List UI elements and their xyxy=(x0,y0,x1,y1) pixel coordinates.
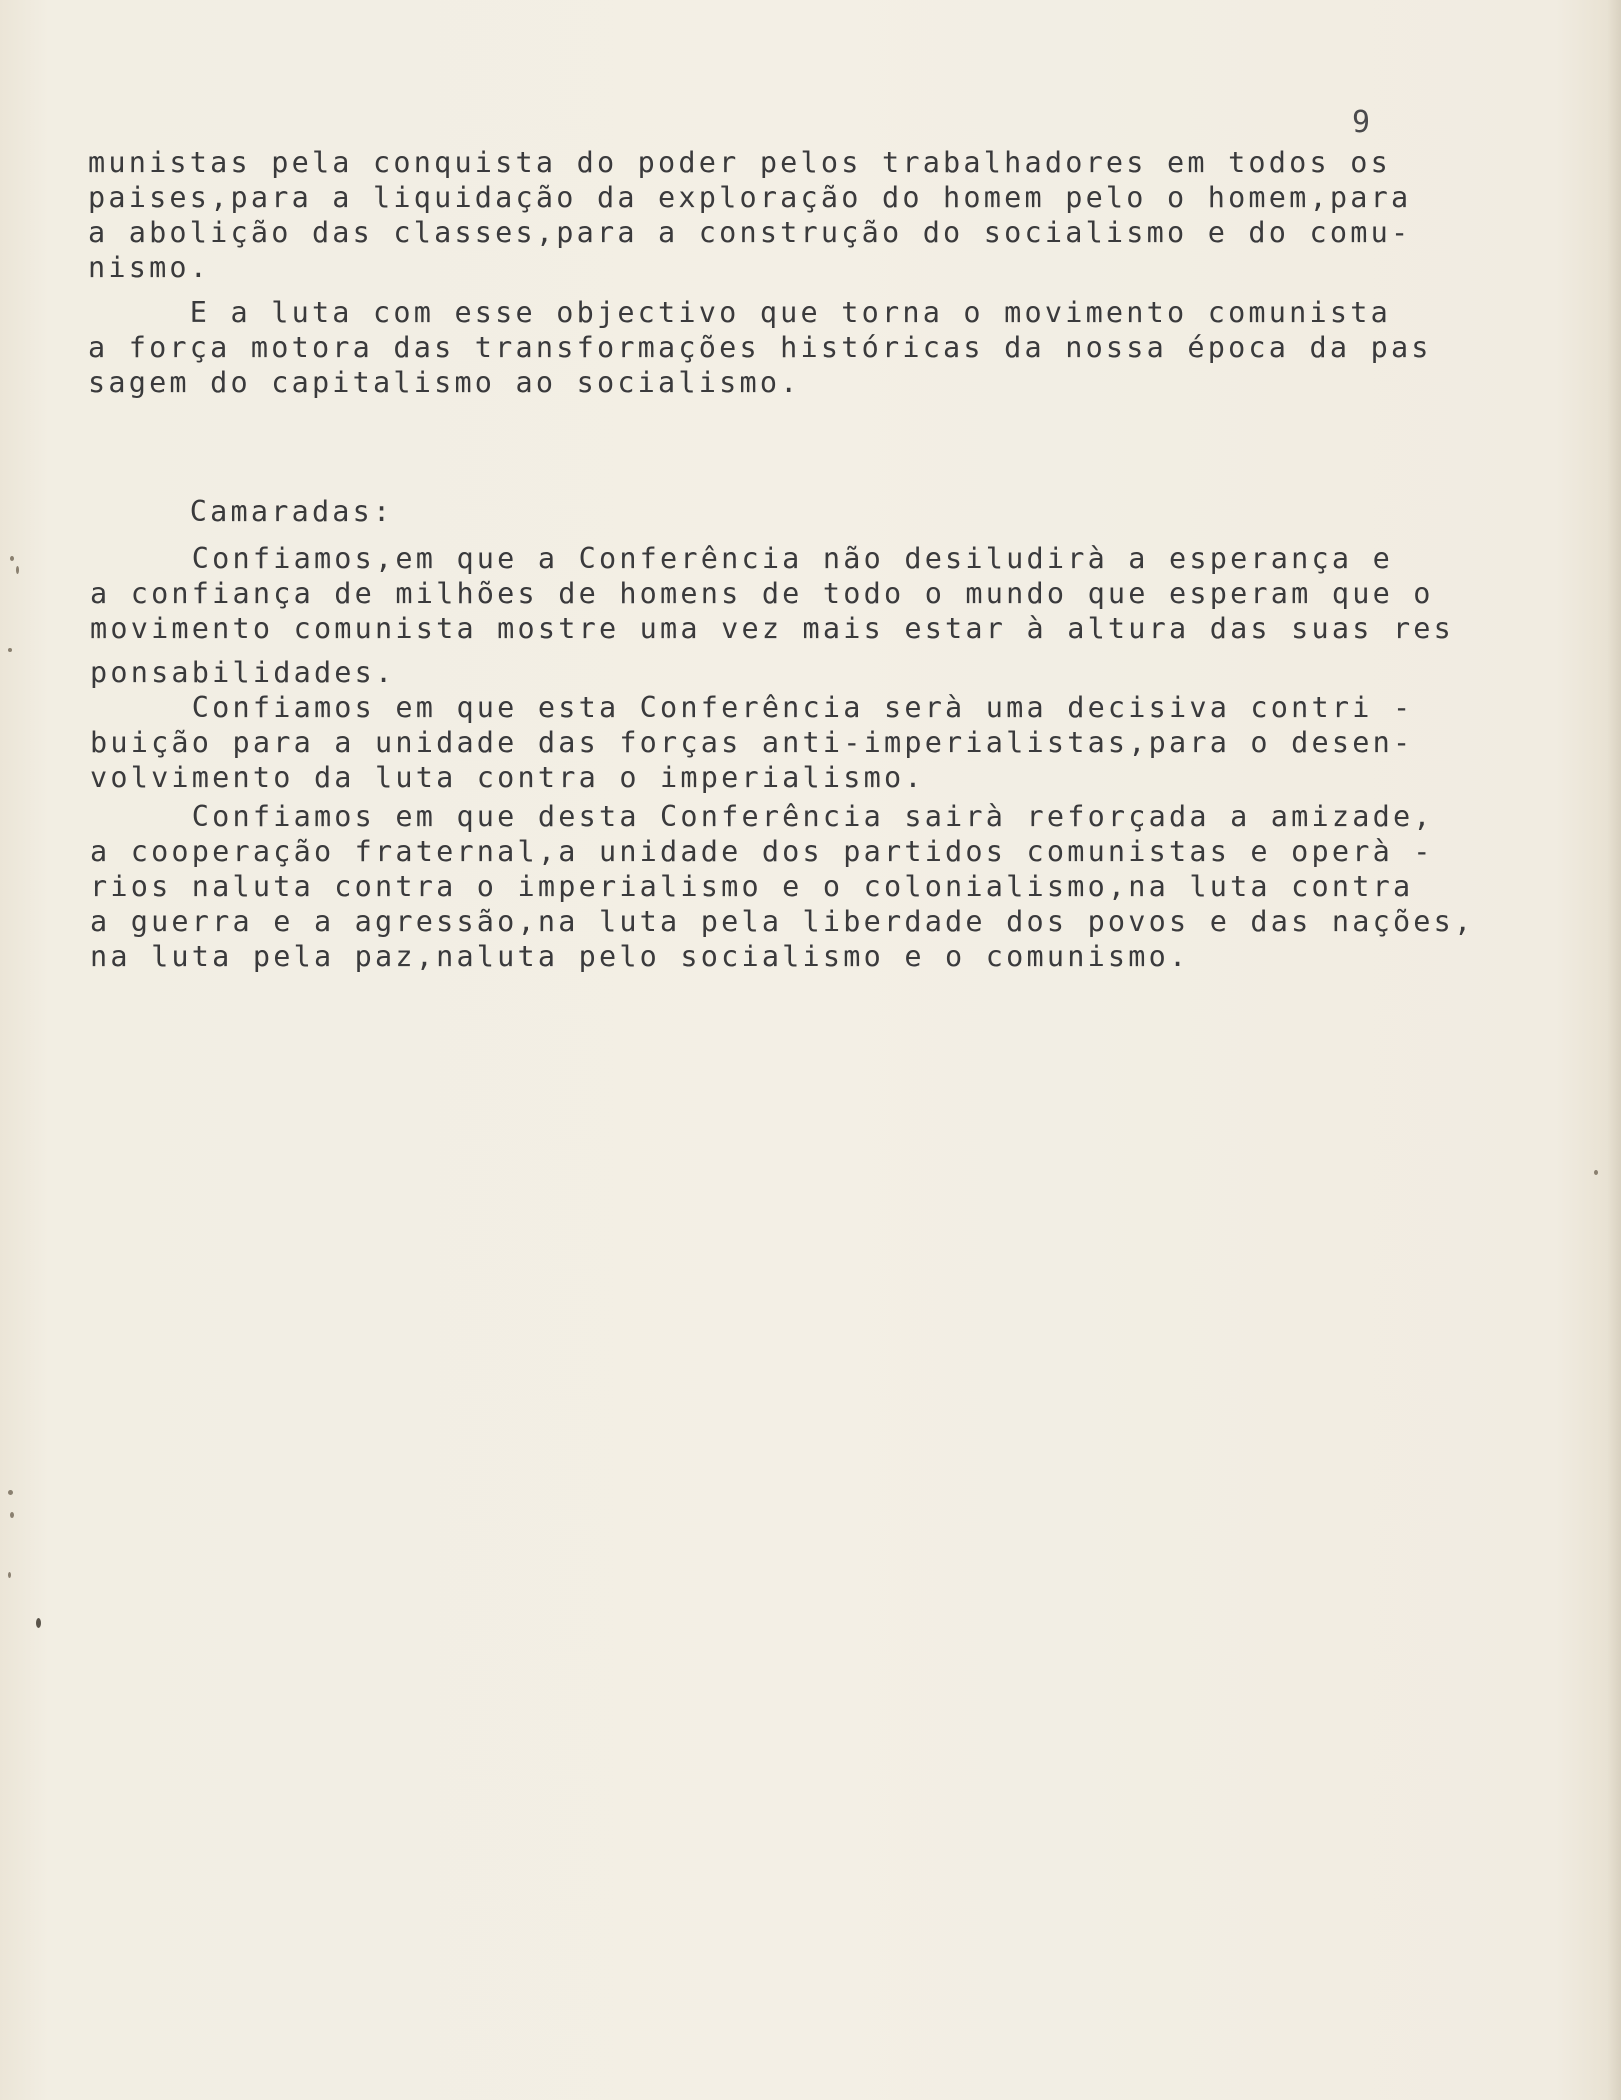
page-edge-shadow xyxy=(1607,0,1621,2100)
scan-mark xyxy=(8,1490,13,1495)
text-line: a abolição das classes,para a construção do socialismo e do comu- xyxy=(88,216,1412,249)
text-line: paises,para a liquidação da exploração do homem pelo o homem,para xyxy=(88,181,1412,214)
text-line: nismo. xyxy=(88,251,211,284)
text-line: buição para a unidade das forças anti-imperialistas,para o desen- xyxy=(90,726,1414,759)
text-line: a confiança de milhões de homens de todo o mundo que esperam que o xyxy=(90,577,1434,610)
scan-mark xyxy=(10,1512,14,1518)
scan-mark xyxy=(8,648,12,652)
text-line: a força motora das transformações históricas da nossa época da pas xyxy=(88,331,1432,364)
scan-mark xyxy=(16,566,19,574)
page-number: 9 xyxy=(1352,105,1371,140)
text-line: sagem do capitalismo ao socialismo. xyxy=(88,366,801,399)
text-line: E a luta com esse objectivo que torna o movimento comunista xyxy=(88,296,1391,329)
text-line: a cooperação fraternal,a unidade dos partidos comunistas e operà - xyxy=(90,835,1434,868)
text-line: rios naluta contra o imperialismo e o colonialismo,na luta contra xyxy=(90,870,1414,903)
scan-mark xyxy=(36,1618,41,1628)
text-line: na luta pela paz,naluta pelo socialismo e o comunismo. xyxy=(90,940,1190,973)
scan-mark xyxy=(1594,1170,1598,1175)
text-line: movimento comunista mostre uma vez mais estar à altura das suas res xyxy=(90,612,1455,645)
text-line: a guerra e a agressão,na luta pela liberdade dos povos e das nações, xyxy=(90,905,1475,938)
text-line: ponsabilidades. xyxy=(90,656,396,689)
text-line: munistas pela conquista do poder pelos trabalhadores em todos os xyxy=(88,146,1391,179)
text-line: Confiamos em que esta Conferência serà uma decisiva contri - xyxy=(90,691,1414,724)
text-line: volvimento da luta contra o imperialismo. xyxy=(90,761,925,794)
scan-mark xyxy=(8,1572,11,1578)
scan-mark xyxy=(10,556,14,561)
text-line: Confiamos,em que a Conferência não desiludirà a esperança e xyxy=(90,542,1393,575)
salutation: Camaradas: xyxy=(88,495,394,528)
text-line: Confiamos em que desta Conferência sairà reforçada a amizade, xyxy=(90,800,1434,833)
